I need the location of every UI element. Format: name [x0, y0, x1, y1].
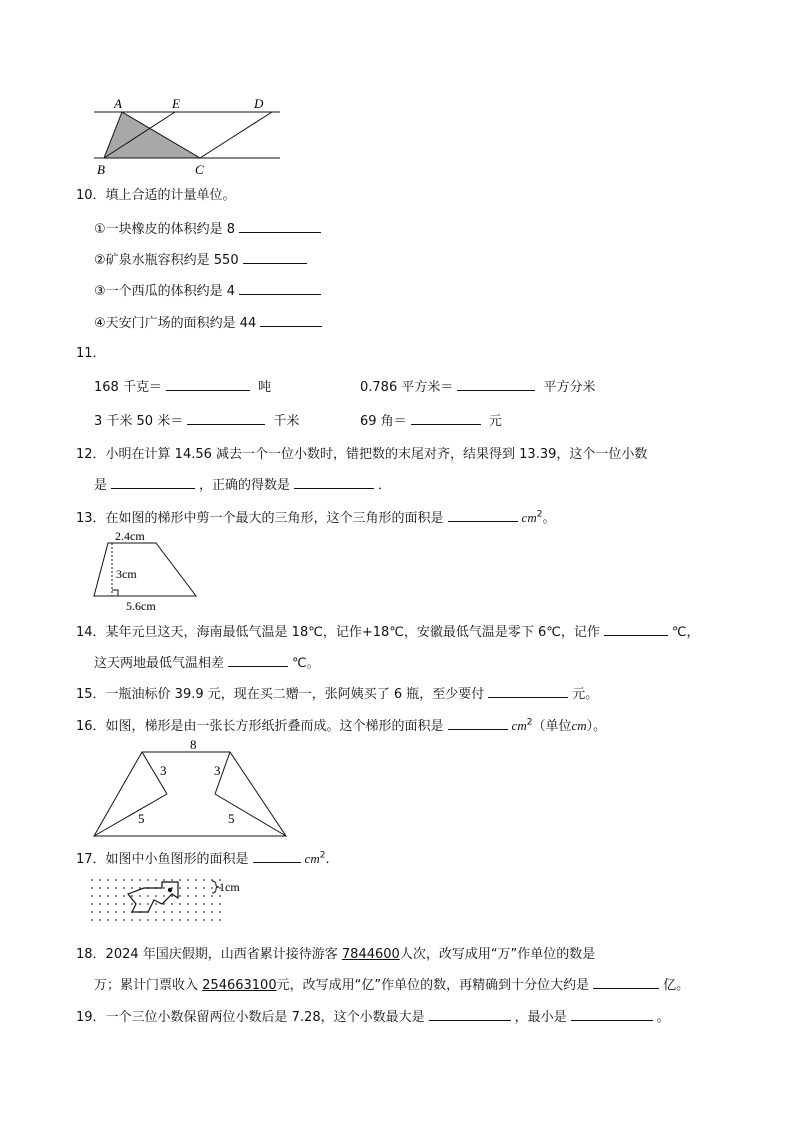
- question-19: 19．一个三位小数保留两位小数后是 7.28，这个小数最大是 ，最小是 。: [76, 1010, 670, 1025]
- question-17: 17．如图中小鱼图形的面积是 $cm^2$.: [76, 850, 330, 867]
- grid-dot: [171, 919, 173, 921]
- grid-dot: [219, 895, 221, 897]
- grid-dot: [219, 903, 221, 905]
- label-a: A: [114, 96, 122, 111]
- grid-dot: [171, 903, 173, 905]
- grid-dot: [107, 887, 109, 889]
- grid-dot: [139, 903, 141, 905]
- grid-dot: [91, 895, 93, 897]
- grid-dot: [115, 911, 117, 913]
- q11-conversion-3: 3 千米 50 米＝ 千米: [94, 414, 300, 429]
- grid-dot: [91, 879, 93, 881]
- answer-blank[interactable]: [260, 314, 322, 327]
- grid-dot: [219, 919, 221, 921]
- left-3-label: 3: [160, 763, 167, 778]
- question-14-line-1: 14．某年元旦这天，海南最低气温是 18℃，记作+18℃，安徽最低气温是零下 6℃，记作 ℃，: [76, 625, 700, 640]
- grid-dot: [99, 895, 101, 897]
- question-18-line-1: 18．2024 年国庆假期，山西省累计接待游客 7844600人次，改写成用“万”作单位的数是: [76, 947, 596, 962]
- grid-dot: [107, 919, 109, 921]
- question-15: 15．一瓶油标价 39.9 元，现在买二赠一，张阿姨买了 6 瓶，至少要付 元。: [76, 687, 599, 702]
- left-5-label: 5: [138, 811, 145, 826]
- answer-blank[interactable]: [239, 220, 321, 233]
- grid-dot: [115, 919, 117, 921]
- answer-blank[interactable]: [411, 412, 481, 425]
- grid-dot: [139, 919, 141, 921]
- grid-dot: [107, 903, 109, 905]
- label-e: E: [172, 96, 180, 111]
- grid-dot: [99, 887, 101, 889]
- grid-dot: [147, 895, 149, 897]
- q10-item-2: ②矿泉水瓶容积约是 550: [94, 249, 311, 268]
- question-10-title: 10．填上合适的计量单位。: [76, 188, 236, 203]
- grid-dot: [203, 919, 205, 921]
- grid-dot: [163, 895, 165, 897]
- q10-item-3: ③一个西瓜的体积约是 4: [94, 280, 325, 299]
- grid-dot: [171, 879, 173, 881]
- grid-dot: [187, 879, 189, 881]
- grid-dot: [91, 919, 93, 921]
- grid-dot: [91, 911, 93, 913]
- grid-dot: [99, 903, 101, 905]
- question-14-line-2: 这天两地最低气温相差 ℃。: [94, 656, 320, 671]
- q11-conversion-2: 0.786 平方米＝ 平方分米: [360, 380, 596, 395]
- grid-dot: [187, 903, 189, 905]
- question-18-line-2: 万；累计门票收入 254663100元，改写成用“亿”作单位的数，再精确到十分位大约是 亿。: [94, 978, 690, 993]
- answer-blank[interactable]: [448, 509, 518, 522]
- grid-dot: [187, 919, 189, 921]
- question-12-line-1: 12．小明在计算 14.56 减去一个一位小数时，错把数的末尾对齐，结果得到 13.39，这个一位小数: [76, 447, 648, 462]
- grid-dot: [139, 895, 141, 897]
- grid-dot: [123, 903, 125, 905]
- grid-dot: [123, 919, 125, 921]
- grid-dot: [203, 879, 205, 881]
- grid-dot: [123, 895, 125, 897]
- grid-dot: [155, 903, 157, 905]
- grid-dot: [131, 919, 133, 921]
- grid-dot: [187, 895, 189, 897]
- answer-blank[interactable]: [187, 412, 265, 425]
- right-5-label: 5: [228, 811, 235, 826]
- grid-dot: [211, 903, 213, 905]
- grid-dot: [195, 895, 197, 897]
- grid-dot: [211, 887, 213, 889]
- grid-dot: [115, 879, 117, 881]
- answer-blank[interactable]: [239, 282, 321, 295]
- parallel-lines-triangle-figure: [88, 94, 288, 178]
- answer-blank[interactable]: [228, 654, 288, 667]
- answer-blank[interactable]: [166, 378, 250, 391]
- grid-dot: [99, 911, 101, 913]
- grid-dot: [163, 911, 165, 913]
- grid-dot: [163, 887, 165, 889]
- grid-dot: [211, 911, 213, 913]
- grid-dot: [195, 903, 197, 905]
- grid-dot: [163, 879, 165, 881]
- grid-dot: [147, 903, 149, 905]
- top-length-label: 2.4cm: [115, 529, 145, 543]
- right-3-label: 3: [214, 763, 221, 778]
- grid-dot: [203, 903, 205, 905]
- grid-dot: [195, 879, 197, 881]
- grid-dot: [187, 887, 189, 889]
- fish-dot-grid-figure: [88, 872, 258, 932]
- question-16: 16．如图，梯形是由一张长方形纸折叠而成。这个梯形的面积是 $cm^2$（单位cm）。: [76, 717, 607, 734]
- grid-dot: [187, 911, 189, 913]
- unit-scale-label: 1cm: [219, 880, 240, 894]
- grid-dot: [219, 911, 221, 913]
- answer-blank[interactable]: [243, 251, 307, 264]
- grid-dot: [147, 879, 149, 881]
- label-c: C: [195, 162, 204, 177]
- grid-dot: [99, 919, 101, 921]
- q11-conversion-4: 69 角＝ 元: [360, 414, 502, 429]
- answer-blank[interactable]: [111, 476, 195, 489]
- grid-dot: [147, 919, 149, 921]
- grid-dot: [179, 911, 181, 913]
- grid-dot: [91, 887, 93, 889]
- grid-dot: [179, 879, 181, 881]
- grid-dot: [179, 919, 181, 921]
- label-b: B: [97, 162, 105, 177]
- grid-dot: [171, 911, 173, 913]
- grid-dot: [155, 879, 157, 881]
- answer-blank[interactable]: [571, 1008, 653, 1021]
- grid-dot: [203, 911, 205, 913]
- grid-dot: [195, 919, 197, 921]
- height-label: 3cm: [116, 567, 137, 581]
- label-d: D: [254, 96, 264, 111]
- answer-blank[interactable]: [429, 1008, 511, 1021]
- trapezoid-figure: [88, 528, 208, 616]
- bottom-length-label: 5.6cm: [126, 599, 156, 613]
- grid-dot: [99, 879, 101, 881]
- grid-dot: [211, 919, 213, 921]
- grid-dot: [155, 895, 157, 897]
- grid-dot: [123, 887, 125, 889]
- grid-dot: [163, 919, 165, 921]
- grid-dot: [123, 879, 125, 881]
- grid-dot: [107, 879, 109, 881]
- answer-blank[interactable]: [294, 476, 374, 489]
- grid-dot: [131, 903, 133, 905]
- q10-item-1: ①一块橡皮的体积约是 8: [94, 218, 325, 237]
- answer-blank[interactable]: [488, 685, 568, 698]
- answer-blank[interactable]: [253, 850, 301, 863]
- grid-dot: [211, 895, 213, 897]
- grid-dot: [179, 887, 181, 889]
- answer-blank[interactable]: [457, 378, 535, 391]
- grid-dot: [131, 879, 133, 881]
- grid-dot: [115, 903, 117, 905]
- grid-dot: [139, 879, 141, 881]
- grid-dot: [131, 887, 133, 889]
- answer-blank[interactable]: [448, 717, 508, 730]
- grid-dot: [195, 911, 197, 913]
- grid-dot: [123, 911, 125, 913]
- grid-dot: [195, 887, 197, 889]
- grid-dot: [91, 903, 93, 905]
- question-11-number: 11．: [76, 346, 106, 361]
- grid-dot: [155, 919, 157, 921]
- grid-dot: [115, 895, 117, 897]
- folded-trapezoid-figure: [90, 736, 290, 842]
- top-8-label: 8: [190, 737, 197, 752]
- q11-conversion-1: 168 千克＝ 吨: [94, 380, 272, 395]
- grid-dot: [155, 911, 157, 913]
- q10-item-4: ④天安门广场的面积约是 44: [94, 312, 326, 331]
- grid-dot: [131, 895, 133, 897]
- grid-dot: [203, 895, 205, 897]
- answer-blank[interactable]: [593, 976, 659, 989]
- question-13: 13．在如图的梯形中剪一个最大的三角形，这个三角形的面积是 $cm^2$。: [76, 509, 556, 526]
- question-12-line-2: 是 ，正确的得数是 ．: [94, 478, 392, 493]
- grid-dot: [107, 911, 109, 913]
- grid-dot: [203, 887, 205, 889]
- grid-dot: [179, 895, 181, 897]
- answer-blank[interactable]: [604, 623, 668, 636]
- grid-dot: [179, 903, 181, 905]
- grid-dot: [115, 887, 117, 889]
- grid-dot: [107, 895, 109, 897]
